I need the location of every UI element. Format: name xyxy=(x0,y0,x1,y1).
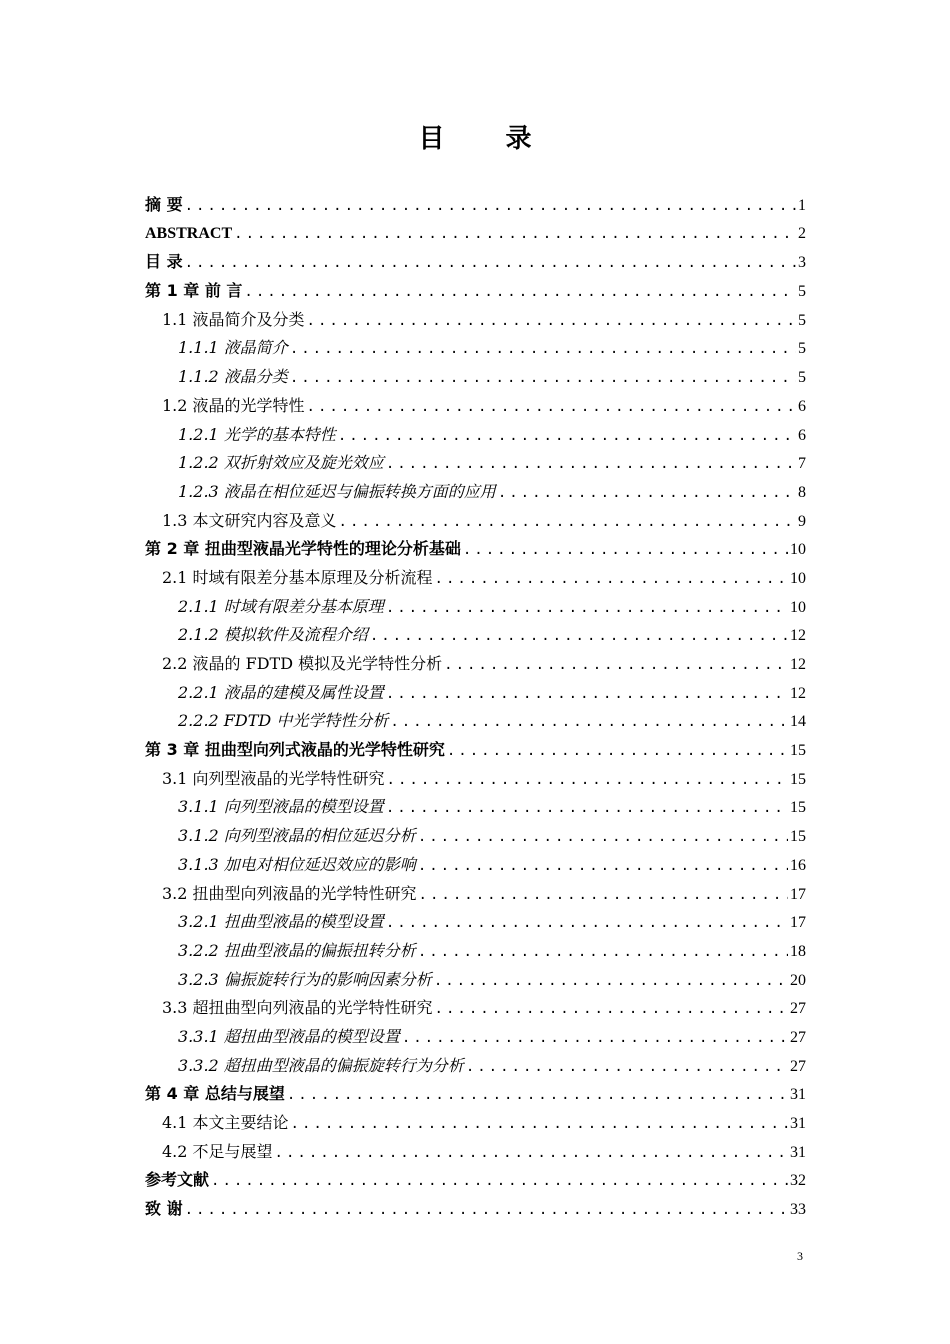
toc-entry[interactable] xyxy=(145,937,806,966)
toc-entry-page: 7 xyxy=(798,455,806,473)
toc-entry-label: 1.2.1 光学的基本特性 xyxy=(178,424,336,444)
toc-entry-page: 2 xyxy=(798,224,806,242)
dot-leader xyxy=(291,1110,788,1139)
toc-entry[interactable] xyxy=(145,593,806,622)
toc-entry-label: 1.1 液晶简介及分类 xyxy=(162,309,305,329)
toc-entry-label: 4.1 本文主要结论 xyxy=(162,1113,289,1132)
toc-entry-page: 5 xyxy=(798,340,806,358)
toc-entry-page: 27 xyxy=(790,1028,806,1046)
toc-entry[interactable] xyxy=(145,822,806,851)
toc-entry[interactable] xyxy=(145,421,806,450)
toc-entry-page: 16 xyxy=(790,856,806,874)
toc-entry-label: 1.1.2 液晶分类 xyxy=(178,367,288,387)
toc-entry-label: 2.2.2 FDTD 中光学特性分析 xyxy=(178,711,389,731)
toc-entry-page: 5 xyxy=(798,283,806,301)
toc-entry[interactable] xyxy=(145,994,806,1023)
dot-leader xyxy=(339,508,796,537)
dot-leader xyxy=(386,450,796,479)
toc-entry-page: 20 xyxy=(790,971,806,989)
toc-entry[interactable] xyxy=(145,1052,806,1081)
dot-leader xyxy=(390,708,788,737)
toc-entry[interactable] xyxy=(145,1166,806,1195)
toc-entry-page: 32 xyxy=(790,1172,806,1190)
toc-entry-label: 3.1.3 加电对相位延迟效应的影响 xyxy=(178,854,416,874)
toc-entry-label: 2.2 液晶的 FDTD 模拟及光学特性分析 xyxy=(162,654,443,673)
dot-leader xyxy=(498,479,796,508)
toc-entry-label: 1.2.2 双折射效应及旋光效应 xyxy=(178,453,384,473)
toc-entry[interactable] xyxy=(145,334,806,363)
toc-entry-label: 2.1.1 时域有限差分基本原理 xyxy=(178,596,384,616)
dot-leader xyxy=(435,565,788,594)
toc-entry-page: 10 xyxy=(790,541,806,559)
toc-entry-page: 3 xyxy=(798,254,806,272)
toc-entry-label: 3.1 向列型液晶的光学特性研究 xyxy=(162,768,385,788)
toc-entry[interactable] xyxy=(145,650,806,679)
toc-entry-label: 3.3.2 超扭曲型液晶的偏振旋转行为分析 xyxy=(178,1055,464,1075)
toc-entry-page: 12 xyxy=(790,627,806,645)
toc-entry-label: 3.1.2 向列型液晶的相位延迟分析 xyxy=(178,826,416,846)
dot-leader xyxy=(185,1196,788,1225)
dot-leader xyxy=(287,1081,788,1110)
dot-leader xyxy=(447,737,788,766)
toc-entry[interactable] xyxy=(145,1195,806,1224)
dot-leader xyxy=(244,278,796,307)
toc-entry[interactable] xyxy=(145,220,806,249)
toc-entry-page: 27 xyxy=(790,1057,806,1075)
dot-leader xyxy=(290,364,796,393)
dot-leader xyxy=(234,220,796,249)
toc-entry[interactable] xyxy=(145,191,806,220)
toc-entry[interactable] xyxy=(145,449,806,478)
toc-entry-label: 参考文献 xyxy=(145,1170,210,1190)
toc-entry-page: 10 xyxy=(790,569,806,587)
dot-leader xyxy=(290,335,796,364)
toc-entry-label: 3.2.3 偏振旋转行为的影响因素分析 xyxy=(178,969,432,989)
page-number: 3 xyxy=(797,1249,803,1263)
toc-entry-label: 第 4 章 总结与展望 xyxy=(145,1084,285,1104)
toc-entry[interactable] xyxy=(145,736,806,765)
toc-entry[interactable] xyxy=(145,1080,806,1109)
toc-entry[interactable] xyxy=(145,306,806,335)
toc-entry[interactable] xyxy=(145,478,806,507)
toc-entry-label: ABSTRACT xyxy=(145,224,233,242)
toc-entry[interactable] xyxy=(145,363,806,392)
toc-entry-label: 2.1.2 模拟软件及流程介绍 xyxy=(178,625,368,645)
toc-entry-label: 3.2.2 扭曲型液晶的偏振扭转分析 xyxy=(178,940,416,960)
dot-leader xyxy=(185,192,796,221)
toc-entry-label: 3.2 扭曲型向列液晶的光学特性研究 xyxy=(162,883,417,903)
toc-entry-label: 第 3 章 扭曲型向列式液晶的光学特性研究 xyxy=(145,740,445,760)
dot-leader xyxy=(307,307,796,336)
toc-entry-page: 15 xyxy=(790,742,806,760)
toc-entry-label: 2.1 时域有限差分基本原理及分析流程 xyxy=(162,567,433,587)
dot-leader xyxy=(418,938,788,967)
dot-leader xyxy=(419,881,788,910)
toc-entry-label: 致 谢 xyxy=(145,1199,183,1219)
dot-leader xyxy=(307,393,796,422)
toc-entry[interactable] xyxy=(145,1023,806,1052)
dot-leader xyxy=(463,536,788,565)
toc-entry[interactable] xyxy=(145,793,806,822)
toc-entry-label: 1.3 本文研究内容及意义 xyxy=(162,510,337,530)
toc-entry[interactable] xyxy=(145,880,806,909)
dot-leader xyxy=(338,422,796,451)
dot-leader xyxy=(444,651,788,680)
toc-entry-label: 2.2.1 液晶的建模及属性设置 xyxy=(178,682,384,702)
toc-entry[interactable] xyxy=(145,707,806,736)
table-of-contents xyxy=(145,191,806,1224)
toc-entry-page: 31 xyxy=(790,1115,806,1132)
toc-entry-page: 17 xyxy=(790,885,806,903)
dot-leader xyxy=(466,1053,788,1082)
dot-leader xyxy=(434,967,788,996)
toc-entry-page: 12 xyxy=(790,656,806,673)
toc-entry-page: 15 xyxy=(790,828,806,846)
toc-entry[interactable] xyxy=(145,507,806,536)
toc-entry[interactable] xyxy=(145,966,806,995)
toc-entry[interactable] xyxy=(145,277,806,306)
toc-entry-label: 摘 要 xyxy=(145,195,183,214)
dot-leader xyxy=(418,823,788,852)
toc-entry[interactable] xyxy=(145,535,806,564)
toc-entry-page: 5 xyxy=(798,369,806,387)
toc-entry-page: 14 xyxy=(790,713,806,731)
dot-leader xyxy=(418,852,788,881)
toc-entry-label: 1.1.1 液晶简介 xyxy=(178,338,288,358)
toc-entry-label: 3.3 超扭曲型向列液晶的光学特性研究 xyxy=(162,998,433,1018)
toc-entry-page: 31 xyxy=(790,1143,806,1161)
page-title: 目 录 xyxy=(418,124,558,154)
toc-entry-page: 8 xyxy=(798,483,806,501)
toc-entry[interactable] xyxy=(145,392,806,421)
toc-entry-label: 目 录 xyxy=(145,252,183,272)
toc-entry-page: 12 xyxy=(790,684,806,702)
toc-entry-page: 1 xyxy=(798,197,806,214)
dot-leader xyxy=(275,1139,788,1168)
toc-entry-page: 17 xyxy=(790,914,806,932)
toc-entry-page: 31 xyxy=(790,1086,806,1104)
toc-entry-page: 6 xyxy=(798,397,806,415)
toc-entry-page: 18 xyxy=(790,942,806,960)
toc-entry-label: 3.3.1 超扭曲型液晶的模型设置 xyxy=(178,1026,400,1046)
toc-entry[interactable] xyxy=(145,679,806,708)
toc-entry[interactable] xyxy=(145,765,806,794)
toc-entry-page: 10 xyxy=(790,598,806,616)
toc-entry-label: 1.2.3 液晶在相位延迟与偏振转换方面的应用 xyxy=(178,481,496,501)
toc-entry[interactable] xyxy=(145,1138,806,1167)
dot-leader xyxy=(435,995,788,1024)
dot-leader xyxy=(211,1167,788,1196)
dot-leader xyxy=(386,794,788,823)
toc-entry-label: 第 2 章 扭曲型液晶光学特性的理论分析基础 xyxy=(145,539,461,559)
toc-entry[interactable] xyxy=(145,621,806,650)
dot-leader xyxy=(386,909,788,938)
dot-leader xyxy=(387,766,788,795)
toc-entry-page: 15 xyxy=(790,770,806,788)
toc-entry-label: 1.2 液晶的光学特性 xyxy=(162,395,305,415)
toc-entry-label: 3.2.1 扭曲型液晶的模型设置 xyxy=(178,912,384,932)
dot-leader xyxy=(386,594,788,623)
toc-entry-label: 3.1.1 向列型液晶的模型设置 xyxy=(178,797,384,817)
toc-entry-page: 6 xyxy=(798,426,806,444)
dot-leader xyxy=(386,680,788,709)
dot-leader xyxy=(402,1024,788,1053)
toc-entry-page: 27 xyxy=(790,1000,806,1018)
toc-entry[interactable] xyxy=(145,1109,806,1138)
toc-entry-page: 5 xyxy=(798,311,806,329)
toc-entry-page: 33 xyxy=(790,1201,806,1219)
toc-entry[interactable] xyxy=(145,564,806,593)
toc-entry-page: 15 xyxy=(790,799,806,817)
toc-entry-label: 第 1 章 前 言 xyxy=(145,281,243,301)
toc-entry[interactable] xyxy=(145,908,806,937)
dot-leader xyxy=(370,622,788,651)
toc-entry-label: 4.2 不足与展望 xyxy=(162,1141,273,1161)
toc-entry[interactable] xyxy=(145,248,806,277)
toc-entry-page: 9 xyxy=(798,512,806,530)
toc-entry[interactable] xyxy=(145,851,806,880)
dot-leader xyxy=(185,249,796,278)
